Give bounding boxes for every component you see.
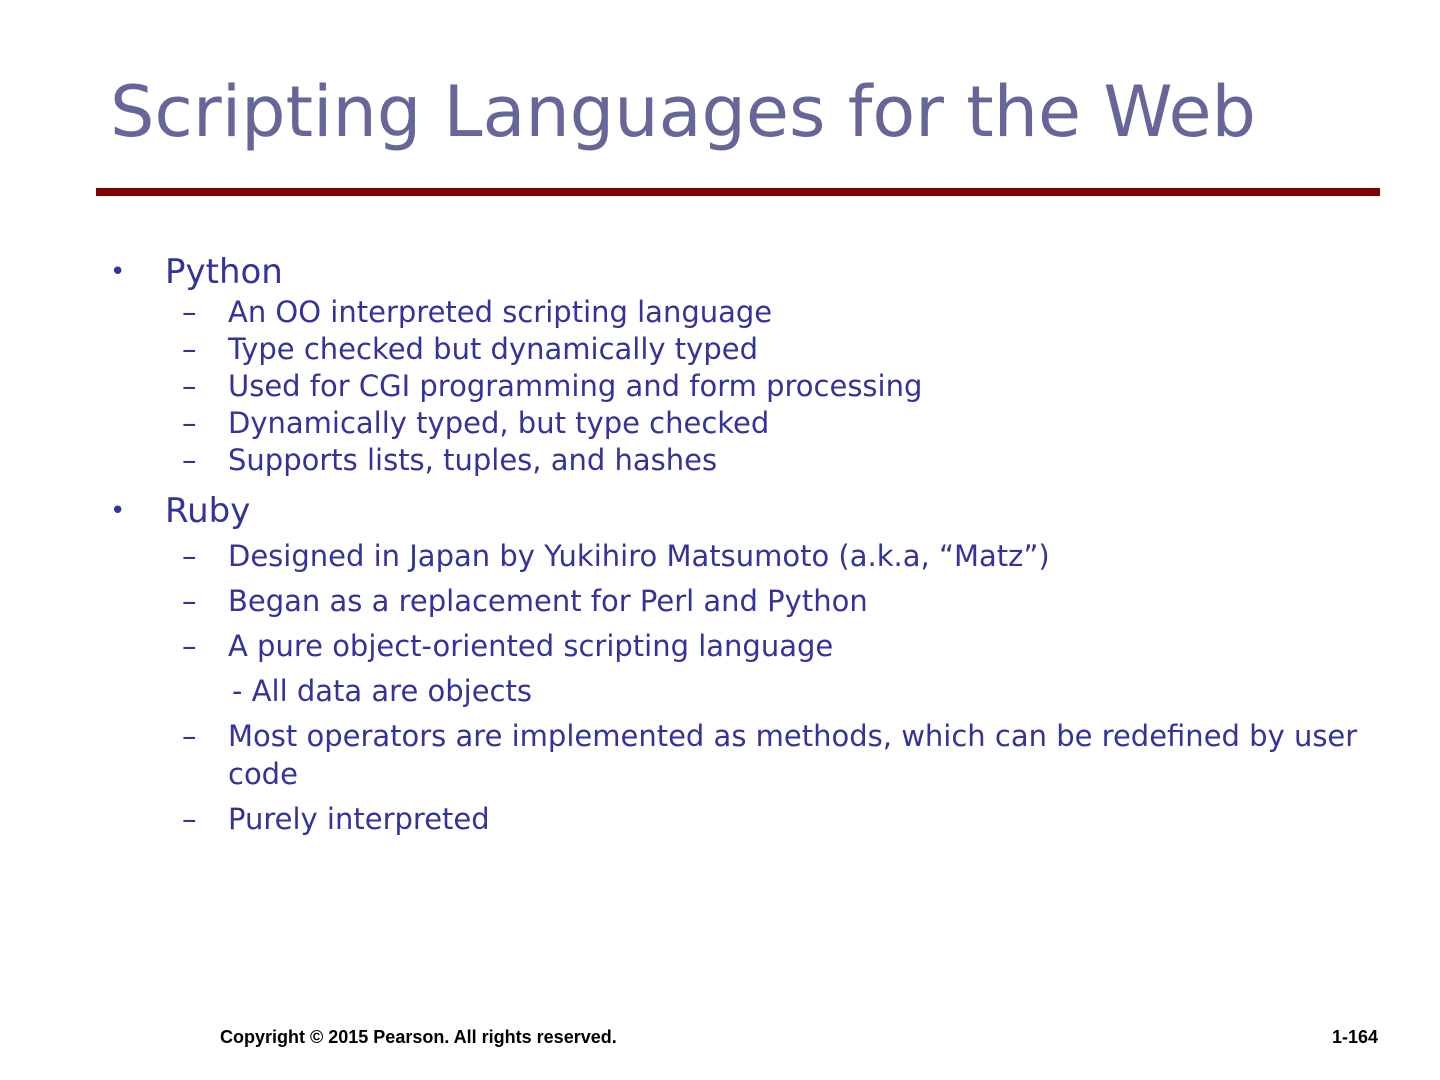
sub-bullet — [110, 331, 1370, 368]
sub-bullet — [110, 800, 1370, 838]
title-divider — [96, 188, 1380, 196]
sub-bullet — [110, 537, 1370, 575]
dash-icon: – — [182, 539, 197, 573]
dash-icon: – — [182, 802, 197, 836]
sub-bullet-text: An OO interpreted scripting language — [228, 295, 773, 329]
slide-body — [110, 250, 1370, 845]
dash-icon: – — [182, 584, 197, 618]
sub-bullet-text: Supports lists, tuples, and hashes — [228, 443, 718, 477]
sub-bullet-text: Began as a replacement for Perl and Python — [228, 584, 868, 618]
python-sub-list — [110, 294, 1370, 479]
bullet-dot-icon: • — [110, 257, 126, 287]
sub-bullet — [110, 582, 1370, 620]
dash-icon: – — [182, 295, 197, 329]
sub-bullet — [110, 294, 1370, 331]
sub-bullet — [110, 405, 1370, 442]
sub-bullet — [110, 627, 1370, 665]
sub-bullet-text: Type checked but dynamically typed — [228, 332, 758, 366]
sub-bullet — [110, 717, 1370, 793]
bullet-heading: Ruby — [165, 491, 251, 531]
dash-icon: – — [182, 406, 197, 440]
bullet-dot-icon: • — [110, 496, 126, 526]
dash-icon: – — [182, 719, 197, 753]
ruby-section — [110, 489, 1370, 838]
slide-title: Scripting Languages for the Web — [110, 71, 1256, 153]
page-number: 1-164 — [1331, 1027, 1378, 1047]
sub-bullet-text: Purely interpreted — [228, 802, 490, 836]
sub-bullet-text: Designed in Japan by Yukihiro Matsumoto (a.k.a, “Matz”) — [228, 539, 1050, 573]
sub-note: - All data are objects — [232, 674, 532, 708]
sub-bullet — [110, 442, 1370, 479]
dash-icon: – — [182, 332, 197, 366]
dash-icon: – — [182, 443, 197, 477]
python-section — [110, 250, 1370, 479]
sub-bullet-text: Most operators are implemented as methods, which can be redefined by user code — [228, 719, 1358, 791]
bullet-python — [110, 250, 1370, 294]
footer-copyright: Copyright © 2015 Pearson. All rights reserved. — [220, 1027, 617, 1047]
dash-icon: – — [182, 629, 197, 663]
ruby-sub-list — [110, 537, 1370, 838]
sub-bullet-text: Dynamically typed, but type checked — [228, 406, 770, 440]
bullet-heading: Python — [165, 252, 283, 292]
sub-bullet — [110, 368, 1370, 405]
sub-bullet-text: Used for CGI programming and form processing — [228, 369, 923, 403]
dash-icon: – — [182, 369, 197, 403]
bullet-ruby — [110, 489, 1370, 533]
sub-bullet-text: A pure object-oriented scripting language — [228, 629, 834, 663]
